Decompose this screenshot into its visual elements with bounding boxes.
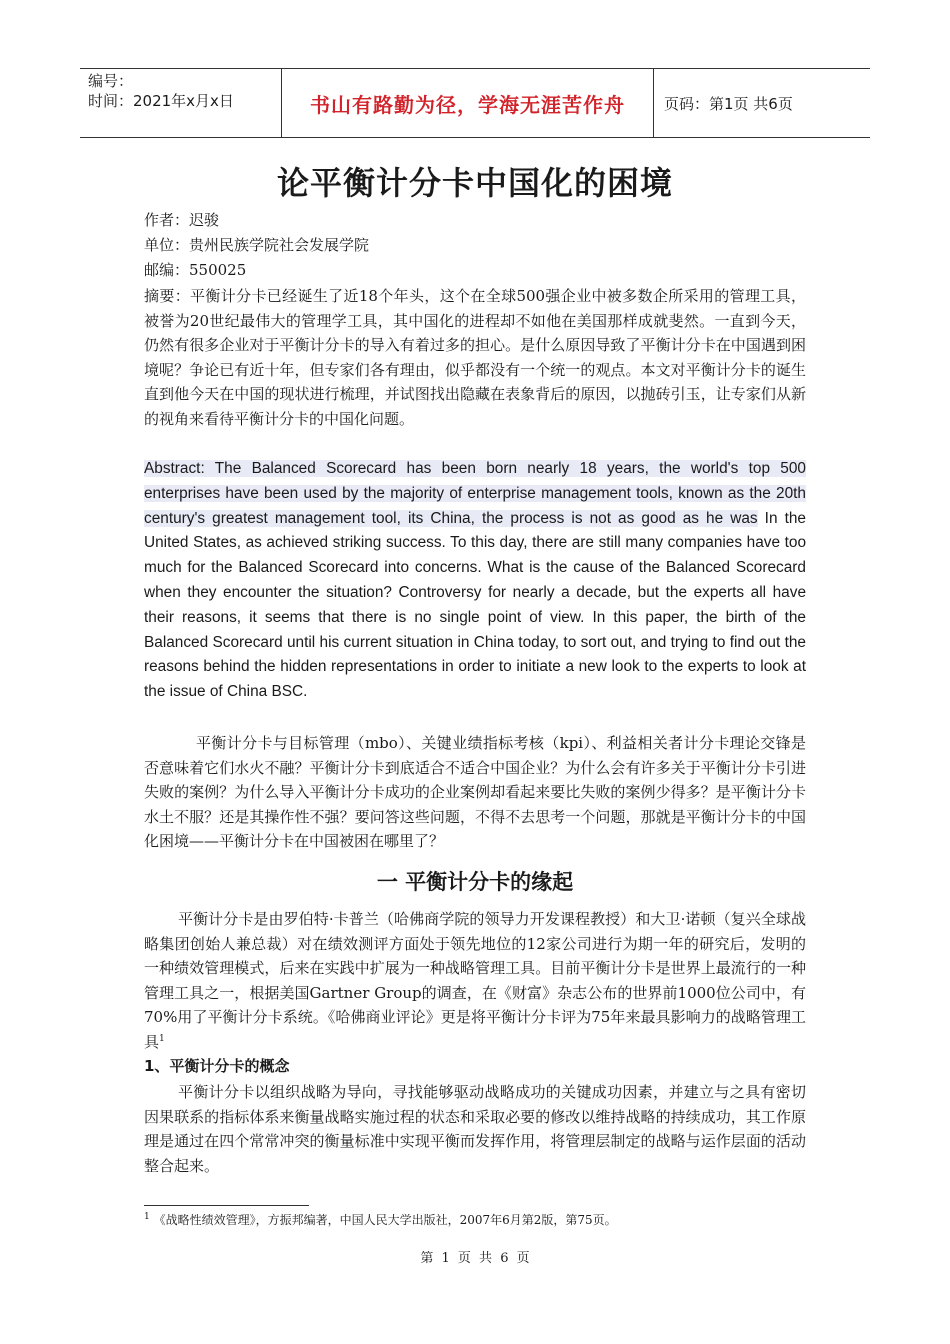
abstract-chinese: 摘要：平衡计分卡已经诞生了近18个年头，这个在全球500强企业中被多数企所采用的管理工具，被誉为20世纪最伟大的管理学工具，其中国化的进程却不如他在美国那样成就斐然。一直到今天，仍然有很多企业对于平衡计分卡的导入有着过多的担心。是什么原因导致了平衡计分卡在中国遇到困境呢？争论已有近十年，但专家们各有理由，似乎都没有一个统一的观点。本文对平衡计分卡的诞生直到他今天在中国的现状进行梳理，并试图找出隐藏在表象背后的原因，以抛砖引玉，让专家们从新的视角来看待平衡计分卡的中国化问题。 xyxy=(144,287,806,428)
subsection-title: 1、平衡计分卡的概念 xyxy=(144,1057,290,1075)
number-label: 编号： xyxy=(88,72,134,90)
abstract-english-highlighted: Abstract: The Balanced Scorecard has been born nearly 18 years, the world's top 500 enterprises have been used by the majority of enterprise management tools, known as the 20th century's greatest management tool, its China, the process is not as good as he was xyxy=(144,460,806,527)
author-line: 作者：迟骏 xyxy=(144,211,220,229)
footnote-mark: 1 xyxy=(144,1212,150,1222)
subsection-paragraph: 平衡计分卡以组织战略为导向，寻找能够驱动战略成功的关键成功因素，并建立与之具有密切因果联系的指标体系来衡量战略实施过程的状态和采取必要的修改以维持战略的持续成功，其工作原理是通过在四个常常冲突的衡量标准中实现平衡而发挥作用，将管理层制定的战略与运作层面的活动整合起来。 xyxy=(144,1083,806,1175)
header-table xyxy=(80,68,870,138)
header-page-info: 页码：第1页 共6页 xyxy=(664,94,793,113)
abstract-english-rest: In the United States, as achieved striking success. To this day, there are still many companies have too much for the Balanced Scorecard into concerns. What is the cause of the Balanced Scorecard when they encounter the situation? Controversy for nearly a decade, but the experts all have their reasons, it seems that there is no single point of view. In this paper, the birth of the Balanced Scorecard until his current situation in China today, to sort out, and trying to find out the reasons behind the hidden representations in order to initiate a new look to the experts to look at the issue of China BSC. xyxy=(144,509,806,701)
section-paragraph-text: 平衡计分卡是由罗伯特·卡普兰（哈佛商学院的领导力开发课程教授）和大卫·诺顿（复兴全球战略集团创始人兼总裁）对在绩效测评方面处于领先地位的12家公司进行为期一年的研究后，发明的一种绩效管理模式，后来在实践中扩展为一种战略管理工具。目前平衡计分卡是世界上最流行的一种管理工具之一，根据美国Gartner Group的调查，在《财富》杂志公布的世界前1000位公司中，有70%用了平衡计分卡系统。《哈佛商业评论》更是将平衡计分卡评为75年来最具影响力的战略管理工具 xyxy=(144,910,806,1051)
section-title: 一 平衡计分卡的缘起 xyxy=(376,870,574,894)
header-info-cell xyxy=(80,69,282,137)
section-paragraph xyxy=(144,907,806,1055)
intro-paragraph: 平衡计分卡与目标管理（mbo）、关键业绩指标考核（kpi）、利益相关者计分卡理论交锋是否意味着它们水火不融？平衡计分卡到底适合不适合中国企业？为什么会有许多关于平衡计分卡引进失败的案例？为什么导入平衡计分卡成功的企业案例却看起来要比失败的案例少得多？是平衡计分卡水土不服？还是其操作性不强？要问答这些问题，不得不去思考一个问题，那就是平衡计分卡的中国化困境——平衡计分卡在中国被困在哪里了？ xyxy=(144,734,806,851)
abstract-english xyxy=(144,457,806,705)
time-label: 时间：2021年x月x日 xyxy=(88,92,234,110)
footnote xyxy=(144,1212,617,1228)
page-number: 第 1 页 共 6 页 xyxy=(420,1251,530,1266)
postcode-line: 邮编：550025 xyxy=(144,261,247,279)
footnote-reference[interactable]: 1 xyxy=(159,1033,165,1044)
unit-line: 单位：贵州民族学院社会发展学院 xyxy=(144,236,370,254)
document-title: 论平衡计分卡中国化的困境 xyxy=(276,164,673,202)
footnote-divider xyxy=(144,1205,309,1206)
footnote-text: 《战略性绩效管理》，方振邦编著，中国人民大学出版社，2007年6月第2版，第75页。 xyxy=(153,1213,617,1227)
header-motto: 书山有路勤为径，学海无涯苦作舟 xyxy=(282,69,654,137)
